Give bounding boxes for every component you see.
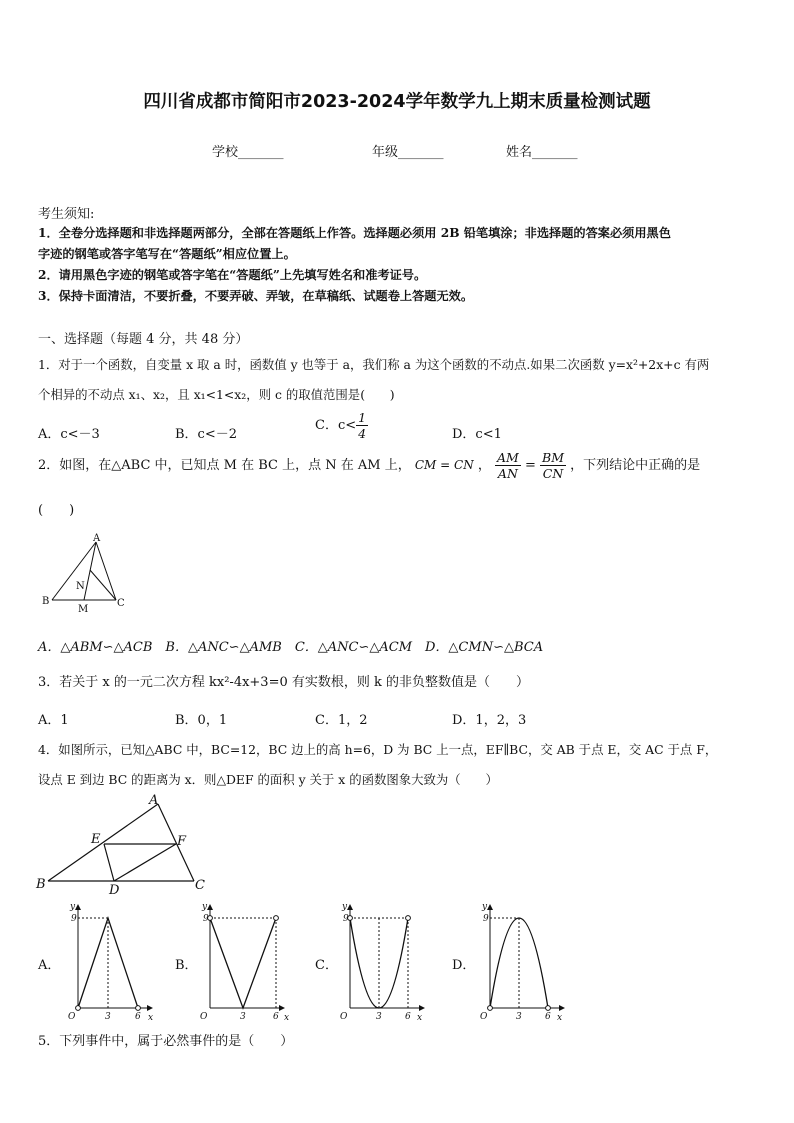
q4-graph-d bbox=[472, 900, 572, 1022]
tick-9: 9 bbox=[203, 914, 209, 924]
grade-field: 年级_______ bbox=[372, 145, 444, 160]
q2-equation: CM = CN bbox=[414, 458, 474, 472]
label-m: M bbox=[78, 604, 89, 615]
q3-option-c: C．1，2 bbox=[315, 713, 368, 728]
q5-line: 5．下列事件中，属于必然事件的是（ ） bbox=[38, 1034, 294, 1049]
y-label: y bbox=[482, 902, 488, 912]
segment-ac bbox=[96, 542, 116, 600]
label-a: A bbox=[93, 533, 101, 544]
x-label: x bbox=[417, 1013, 423, 1022]
q1-option-c bbox=[315, 410, 368, 441]
origin-label: O bbox=[68, 1012, 76, 1022]
school-field: 学校_______ bbox=[212, 145, 284, 160]
segment-ab bbox=[48, 804, 158, 881]
open-point bbox=[136, 1006, 141, 1011]
q4-triangle-figure bbox=[34, 792, 214, 898]
label-b: B bbox=[36, 877, 46, 892]
q3-option-d: D．1，2，3 bbox=[452, 713, 527, 728]
segment-ac bbox=[158, 804, 194, 881]
x-label: x bbox=[148, 1013, 154, 1022]
label-c: C bbox=[195, 878, 205, 893]
q1-option-a: A．c<－3 bbox=[38, 427, 100, 442]
q2-equals: = bbox=[524, 458, 536, 473]
x-label: x bbox=[557, 1013, 563, 1022]
tick-6: 6 bbox=[405, 1012, 411, 1022]
q3-option-b: B．0，1 bbox=[175, 713, 228, 728]
section-heading: 一、选择题（每题 4 分，共 48 分） bbox=[38, 332, 249, 347]
q4-graph-c bbox=[332, 900, 432, 1022]
notice-item-3: 3．保持卡面清洁，不要折叠，不要弄破、弄皱，在草稿纸、试题卷上答题无效。 bbox=[38, 289, 474, 303]
q4-line-2: 设点 E 到边 BC 的距离为 x．则△DEF 的面积 y 关于 x 的函数图象大致为（ ） bbox=[38, 772, 498, 787]
fraction-denominator: AN bbox=[497, 466, 518, 481]
tick-6: 6 bbox=[545, 1012, 551, 1022]
segment-ab bbox=[52, 542, 96, 600]
tick-3: 3 bbox=[105, 1012, 111, 1022]
fraction-denominator: 4 bbox=[358, 426, 367, 441]
q4-option-c-label: C． bbox=[315, 958, 338, 973]
q4-option-b-label: B． bbox=[175, 958, 198, 973]
tick-9: 9 bbox=[71, 914, 77, 924]
q4-option-d-label: D． bbox=[452, 958, 476, 973]
q1-option-d: D．c<1 bbox=[452, 427, 502, 442]
origin-label: O bbox=[200, 1012, 208, 1022]
tick-3: 3 bbox=[240, 1012, 246, 1022]
q2-line-1 bbox=[38, 450, 700, 481]
segment-ed bbox=[104, 844, 114, 881]
tick-3: 3 bbox=[376, 1012, 382, 1022]
q2-comma: ， bbox=[477, 458, 491, 473]
q2-options: A．△ABM∽△ACB B．△ANC∽△AMB C．△ANC∽△ACM D．△CMN∽△BCA bbox=[38, 640, 544, 655]
y-label: y bbox=[70, 902, 76, 912]
label-f: F bbox=[177, 834, 187, 849]
q2-triangle-figure bbox=[38, 532, 138, 616]
name-field: 姓名_______ bbox=[506, 145, 578, 160]
q4-option-a-label: A． bbox=[38, 958, 61, 973]
q1-option-c-fraction bbox=[356, 410, 368, 441]
graph-curve bbox=[210, 918, 276, 1008]
q1-option-c-prefix: C．c< bbox=[315, 418, 357, 433]
open-point bbox=[76, 1006, 81, 1011]
tick-3: 3 bbox=[516, 1012, 522, 1022]
label-b: B bbox=[42, 596, 50, 607]
tick-6: 6 bbox=[135, 1012, 141, 1022]
y-label: y bbox=[342, 902, 348, 912]
label-c: C bbox=[117, 598, 125, 609]
notice-item-2: 2．请用黑色字迹的钢笔或答字笔在“答题纸”上先填写姓名和准考证号。 bbox=[38, 268, 427, 282]
origin-label: O bbox=[340, 1012, 348, 1022]
fraction-numerator: AM bbox=[497, 450, 519, 465]
notice-item-1a: 1．全卷分选择题和非选择题两部分，全部在答题纸上作答。选择题必须用 2B 铅笔填涂；非选择题的答案必须用黑色 bbox=[38, 226, 671, 240]
label-n: N bbox=[76, 581, 85, 592]
q4-graph-b bbox=[192, 900, 292, 1022]
q3-option-a: A．1 bbox=[38, 713, 69, 728]
q2-fraction-2 bbox=[540, 450, 566, 481]
open-point bbox=[488, 1006, 493, 1011]
page-title: 四川省成都市简阳市2023-2024学年数学九上期末质量检测试题 bbox=[143, 92, 651, 112]
tick-9: 9 bbox=[483, 914, 489, 924]
q2-text-1: 2．如图，在△ABC 中，已知点 M 在 BC 上，点 N 在 AM 上， bbox=[38, 458, 411, 473]
fraction-numerator: 1 bbox=[358, 410, 367, 425]
origin-label: O bbox=[480, 1012, 488, 1022]
x-label: x bbox=[284, 1013, 290, 1022]
fraction-denominator: CN bbox=[542, 466, 564, 481]
open-point bbox=[546, 1006, 551, 1011]
q2-fraction-1 bbox=[495, 450, 521, 481]
q1-line-2: 个相异的不动点 x₁、x₂，且 x₁<1<x₂，则 c 的取值范围是( ) bbox=[38, 387, 395, 402]
q1-option-b: B．c<－2 bbox=[175, 427, 237, 442]
q1-line-1: 1．对于一个函数，自变量 x 取 a 时，函数值 y 也等于 a，我们称 a 为这个函数的不动点.如果二次函数 y=x²+2x+c 有两 bbox=[38, 357, 710, 372]
segment-nc bbox=[90, 570, 116, 600]
fraction-numerator: BM bbox=[542, 450, 565, 465]
segment-df bbox=[114, 844, 176, 881]
q4-line-1: 4．如图所示，已知△ABC 中，BC=12，BC 边上的高 h=6，D 为 BC 上一点，EF∥BC，交 AB 于点 E，交 AC 于点 F， bbox=[38, 742, 718, 757]
label-a: A bbox=[149, 793, 159, 808]
q3-line: 3．若关于 x 的一元二次方程 kx²-4x+3=0 有实数根，则 k 的非负整数值是（ ） bbox=[38, 675, 530, 690]
label-d: D bbox=[109, 883, 120, 898]
open-point bbox=[274, 916, 279, 921]
q4-graph-a bbox=[60, 900, 160, 1022]
label-e: E bbox=[91, 832, 101, 847]
notice-heading: 考生须知: bbox=[38, 207, 95, 222]
notice-item-1b: 字迹的钢笔或答字笔写在“答题纸”相应位置上。 bbox=[38, 247, 296, 261]
open-point bbox=[406, 916, 411, 921]
tick-6: 6 bbox=[273, 1012, 279, 1022]
q2-paren: ( ) bbox=[38, 503, 75, 518]
q2-text-2: ，下列结论中正确的是 bbox=[570, 458, 701, 473]
y-label: y bbox=[202, 902, 208, 912]
tick-9: 9 bbox=[343, 914, 349, 924]
